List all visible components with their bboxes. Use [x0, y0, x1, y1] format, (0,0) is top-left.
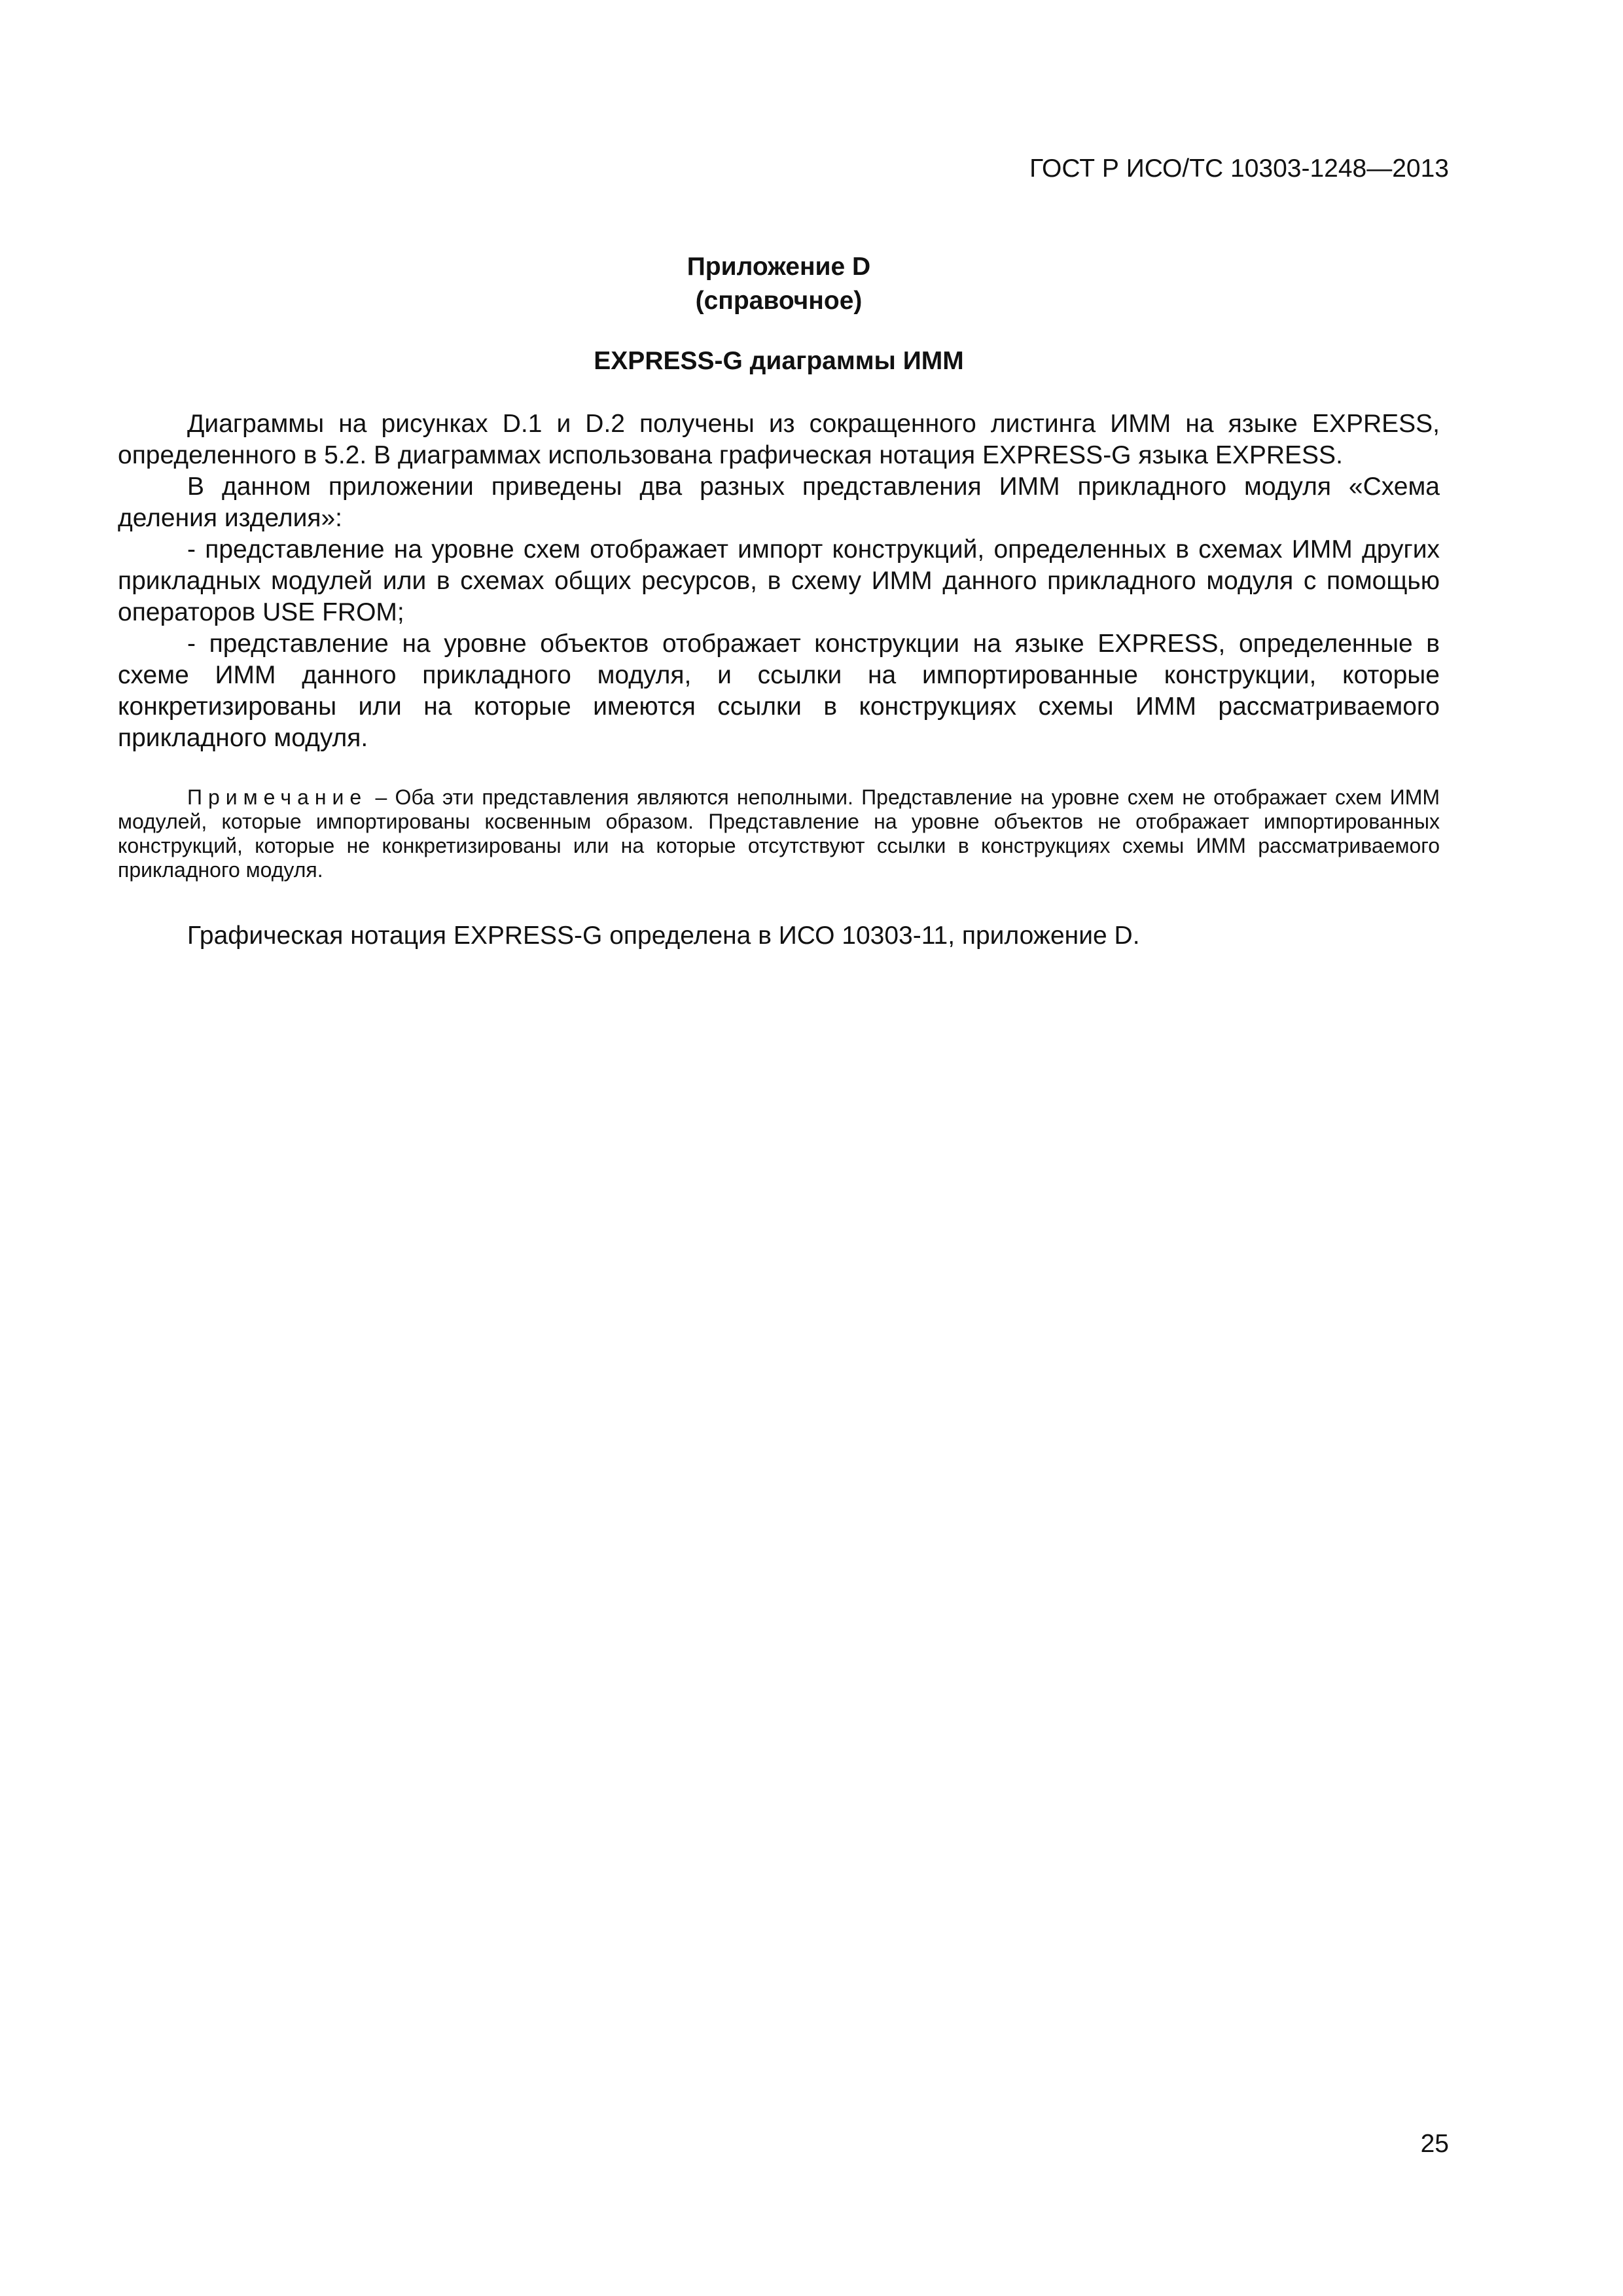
annex-status: (справочное) [695, 287, 863, 315]
closing-paragraph: Графическая нотация EXPRESS-G определена в ИСО 10303-11, приложение D. [187, 922, 1140, 950]
document-code: ГОСТ Р ИСО/ТС 10303-1248—2013 [1029, 154, 1449, 183]
note-dash: – [367, 785, 395, 809]
note-label: Примечание [187, 785, 368, 809]
list-item: - представление на уровне схем отображает импорт конструкций, определенных в схемах ИММ других прикладных модулей или в схемах общих ресурсов, в схему ИММ данного прикладного модуля с помощью операторов USE FROM; [118, 535, 1440, 626]
note [118, 785, 1440, 882]
annex-label: Приложение D [687, 253, 871, 281]
body-text [118, 408, 1440, 754]
page-number: 25 [1420, 2130, 1449, 2158]
paragraph: Диаграммы на рисунках D.1 и D.2 получены из сокращенного листинга ИММ на языке EXPRESS, определенного в 5.2. В диаграммах использована графическая нотация EXPRESS-G языка EXPRESS. [118, 410, 1440, 469]
annex-heading [118, 250, 1440, 318]
note-text: Оба эти представления являются неполными. Представление на уровне схем не отображает схем ИММ модулей, которые импортированы косвенным образом. Представление на уровне объектов не отображает импортированных конструкций, которые не конкретизированы или на которые отсутствуют ссылки в конструкциях схемы ИММ рассматриваемого прикладного модуля. [118, 785, 1440, 882]
list-item: - представление на уровне объектов отображает конструкции на языке EXPRESS, определенные в схеме ИММ данного прикладного модуля, и ссылки на импортированные конструкции, которые конкретизированы или на которые имеются ссылки в конструкциях схемы ИММ рассматриваемого прикладного модуля. [118, 630, 1440, 752]
annex-title: EXPRESS-G диаграммы ИММ [594, 347, 964, 375]
paragraph: В данном приложении приведены два разных представления ИММ прикладного модуля «Схема деления изделия»: [118, 473, 1440, 532]
